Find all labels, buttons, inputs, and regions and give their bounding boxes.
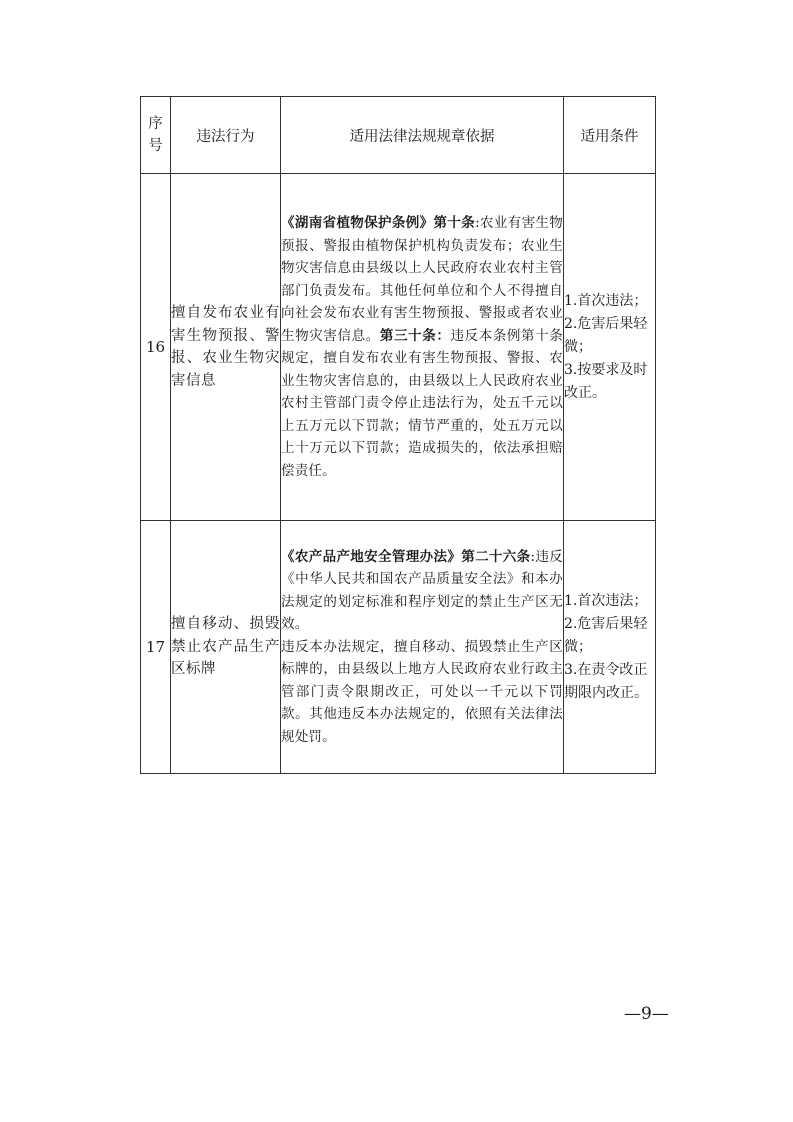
regulation-table — [140, 96, 656, 774]
law-article-title: 第三十条： — [379, 327, 451, 344]
law-title: 《农产品产地安全管理办法》第二十六条 — [281, 548, 531, 565]
violation-text: 擅自发布农业有害生物预报、警报、农业生物灾害信息 — [171, 174, 281, 521]
header-serial-line2: 号 — [148, 138, 163, 154]
legal-basis-text — [281, 174, 564, 521]
row-number: 16 — [141, 174, 171, 521]
header-conditions: 适用条件 — [564, 97, 656, 174]
header-legal-basis: 适用法律法规规章依据 — [281, 97, 564, 174]
condition-item: 3.按要求及时改正。 — [564, 361, 648, 401]
page-number: —9— — [624, 1004, 669, 1024]
condition-item: 2.危害后果轻微； — [564, 315, 648, 355]
law-penalty-text: 违反本条例第十条规定，擅自发布农业有害生物预报、警报、农业生物灾害信息的，由县级以上人民政府农业农村主管部门责令停止违法行为，处五千元以上五万元以下罚款；情节严重的，处五万元以上十万元以下罚款；造成损失的，依法承担赔偿责任。 — [281, 327, 563, 479]
law-penalty-text: 违反本办法规定，擅自移动、损毁禁止生产区标牌的，由县级以上地方人民政府农业行政主管部门责令限期改正，可处以一千元以下罚款。其他违反本办法规定的，依照有关法律法规处罚。 — [281, 638, 563, 745]
header-violation: 违法行为 — [171, 97, 281, 174]
condition-item: 1.首次违法； — [564, 592, 648, 609]
header-serial-line1: 序 — [148, 116, 163, 132]
table-row — [141, 521, 656, 774]
header-serial-number — [141, 97, 171, 174]
condition-item: 3.在责令改正期限内改正。 — [564, 661, 648, 701]
law-title: 《湖南省植物保护条例》第十条 — [281, 215, 476, 231]
header-row — [141, 97, 656, 174]
legal-basis-text — [281, 521, 564, 774]
law-clause-text: :农业有害生物预报、警报由植物保护机构负责发布；农业生物灾害信息由县级以上人民政府农业农村主管部门负责发布。其他任何单位和个人不得擅自向社会发布农业有害生物预报、警报或者农业生物灾害信息。 — [281, 215, 563, 344]
row-number: 17 — [141, 521, 171, 774]
law-clause-text: :违反《中华人民共和国农产品质量安全法》和本办法规定的划定标准和程序划定的禁止生产区无效。 — [281, 548, 563, 633]
condition-item: 2.危害后果轻微； — [564, 615, 648, 655]
condition-item: 1.首次违法； — [564, 292, 648, 309]
conditions-text — [564, 521, 656, 774]
conditions-text — [564, 174, 656, 521]
table-row — [141, 174, 656, 521]
violation-text: 擅自移动、损毁禁止农产品生产区标牌 — [171, 521, 281, 774]
